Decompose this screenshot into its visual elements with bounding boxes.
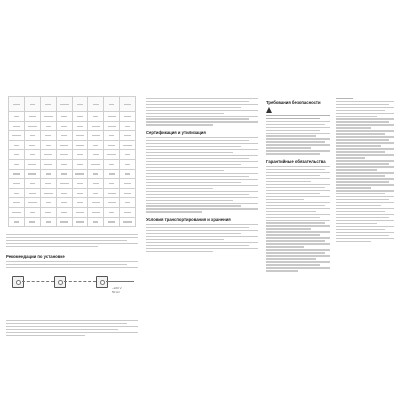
table-cell — [24, 140, 40, 150]
table-cell — [72, 112, 88, 122]
table-cell — [88, 217, 104, 227]
table-cell — [24, 121, 40, 131]
table-cell — [24, 198, 40, 208]
table-cell — [120, 121, 136, 131]
certification-heading: Сертификация и утилизация — [146, 129, 206, 135]
column-three — [266, 96, 330, 273]
table-row — [9, 188, 136, 198]
figure-label-ac: ~220 V — [112, 286, 122, 290]
table-cell — [24, 207, 40, 217]
column-two — [146, 96, 258, 254]
table-cell — [120, 207, 136, 217]
table-cell — [120, 150, 136, 160]
table-row — [9, 140, 136, 150]
spotlight-fixture-icon — [96, 276, 108, 288]
table-cell — [24, 217, 40, 227]
table-cell — [9, 112, 25, 122]
table-cell — [120, 140, 136, 150]
table-cell — [9, 198, 25, 208]
table-cell — [88, 207, 104, 217]
table-cell — [56, 150, 72, 160]
table-cell — [104, 131, 120, 141]
table-cell — [56, 217, 72, 227]
table-cell — [88, 159, 104, 169]
table-row — [9, 150, 136, 160]
table-row — [9, 179, 136, 189]
table-cell — [88, 198, 104, 208]
spotlight-fixture-icon — [54, 276, 66, 288]
table-cell — [9, 188, 25, 198]
table-header-cell — [72, 97, 88, 112]
table-cell — [88, 131, 104, 141]
table-cell — [40, 198, 56, 208]
table-cell — [72, 217, 88, 227]
table-row — [9, 169, 136, 179]
table-cell — [88, 121, 104, 131]
table-cell — [120, 198, 136, 208]
table-cell — [24, 150, 40, 160]
table-cell — [72, 150, 88, 160]
table-cell — [104, 217, 120, 227]
install-heading: Рекомендации по установке — [6, 254, 65, 259]
table-cell — [40, 188, 56, 198]
install-notes — [6, 318, 138, 338]
table-cell — [120, 131, 136, 141]
table-cell — [56, 159, 72, 169]
wire-line — [22, 281, 54, 282]
table-cell — [104, 169, 120, 179]
table-cell — [104, 150, 120, 160]
table-cell — [24, 169, 40, 179]
table-cell — [88, 188, 104, 198]
table-cell — [88, 169, 104, 179]
table-cell — [72, 207, 88, 217]
table-cell — [56, 131, 72, 141]
table-header-cell — [56, 97, 72, 112]
table-cell — [9, 140, 25, 150]
table-cell — [24, 131, 40, 141]
table-cell — [88, 140, 104, 150]
table-cell — [40, 140, 56, 150]
table-cell — [24, 159, 40, 169]
table-row — [9, 198, 136, 208]
table-cell — [56, 179, 72, 189]
table-cell — [88, 179, 104, 189]
table-row — [9, 131, 136, 141]
table-cell — [120, 188, 136, 198]
table-header-cell — [120, 97, 136, 112]
table-cell — [40, 207, 56, 217]
table-row — [9, 159, 136, 169]
table-cell — [24, 188, 40, 198]
table-cell — [72, 188, 88, 198]
table-cell — [104, 179, 120, 189]
table-header-cell — [9, 97, 25, 112]
table-cell — [56, 207, 72, 217]
table-cell — [104, 188, 120, 198]
table-cell — [88, 112, 104, 122]
table-cell — [56, 198, 72, 208]
warning-triangle-icon — [266, 107, 272, 113]
table-cell — [104, 159, 120, 169]
table-header-row — [9, 97, 136, 112]
table-cell — [104, 207, 120, 217]
table-header-cell — [88, 97, 104, 112]
table-cell — [120, 169, 136, 179]
table-row — [9, 112, 136, 122]
table-cell — [40, 217, 56, 227]
table-cell — [72, 169, 88, 179]
transport-heading: Условия транспортирования и хранения — [146, 216, 231, 222]
table-cell — [9, 121, 25, 131]
table-cell — [24, 112, 40, 122]
table-cell — [40, 150, 56, 160]
table-row — [9, 217, 136, 227]
table-cell — [104, 121, 120, 131]
wire-line — [106, 281, 134, 282]
table-cell — [88, 150, 104, 160]
table-cell — [24, 179, 40, 189]
warranty-heading: Гарантийные обязательства — [266, 158, 326, 164]
table-cell — [9, 207, 25, 217]
table-cell — [56, 188, 72, 198]
table-cell — [72, 121, 88, 131]
specifications-table — [8, 96, 136, 227]
table-row — [9, 121, 136, 131]
table-row — [9, 207, 136, 217]
table-cell — [40, 131, 56, 141]
install-section — [6, 250, 138, 270]
table-cell — [9, 169, 25, 179]
table-header-cell — [104, 97, 120, 112]
table-header-cell — [24, 97, 40, 112]
table-cell — [56, 121, 72, 131]
wire-line — [64, 281, 96, 282]
table-cell — [120, 159, 136, 169]
table-cell — [9, 217, 25, 227]
table-header-cell — [40, 97, 56, 112]
table-cell — [104, 198, 120, 208]
intro-paragraph — [6, 232, 138, 249]
table-cell — [72, 131, 88, 141]
table-cell — [40, 179, 56, 189]
table-cell — [56, 140, 72, 150]
table-cell — [9, 179, 25, 189]
table-cell — [40, 112, 56, 122]
table-cell — [104, 140, 120, 150]
column-four — [336, 96, 394, 244]
table-cell — [9, 131, 25, 141]
installation-figure — [8, 268, 138, 308]
table-cell — [104, 112, 120, 122]
table-cell — [9, 159, 25, 169]
table-cell — [72, 140, 88, 150]
table-cell — [40, 121, 56, 131]
spotlight-fixture-icon — [12, 276, 24, 288]
table-cell — [9, 150, 25, 160]
warning-callout — [266, 107, 330, 113]
table-cell — [56, 112, 72, 122]
table-cell — [72, 159, 88, 169]
table-cell — [40, 169, 56, 179]
table-cell — [120, 112, 136, 122]
safety-heading: Требования безопасности — [266, 100, 321, 105]
table-cell — [72, 179, 88, 189]
table-cell — [40, 159, 56, 169]
table-cell — [56, 169, 72, 179]
table-cell — [72, 198, 88, 208]
table-cell — [120, 217, 136, 227]
table-cell — [120, 179, 136, 189]
figure-label-hz: 50 Hz — [112, 290, 120, 294]
